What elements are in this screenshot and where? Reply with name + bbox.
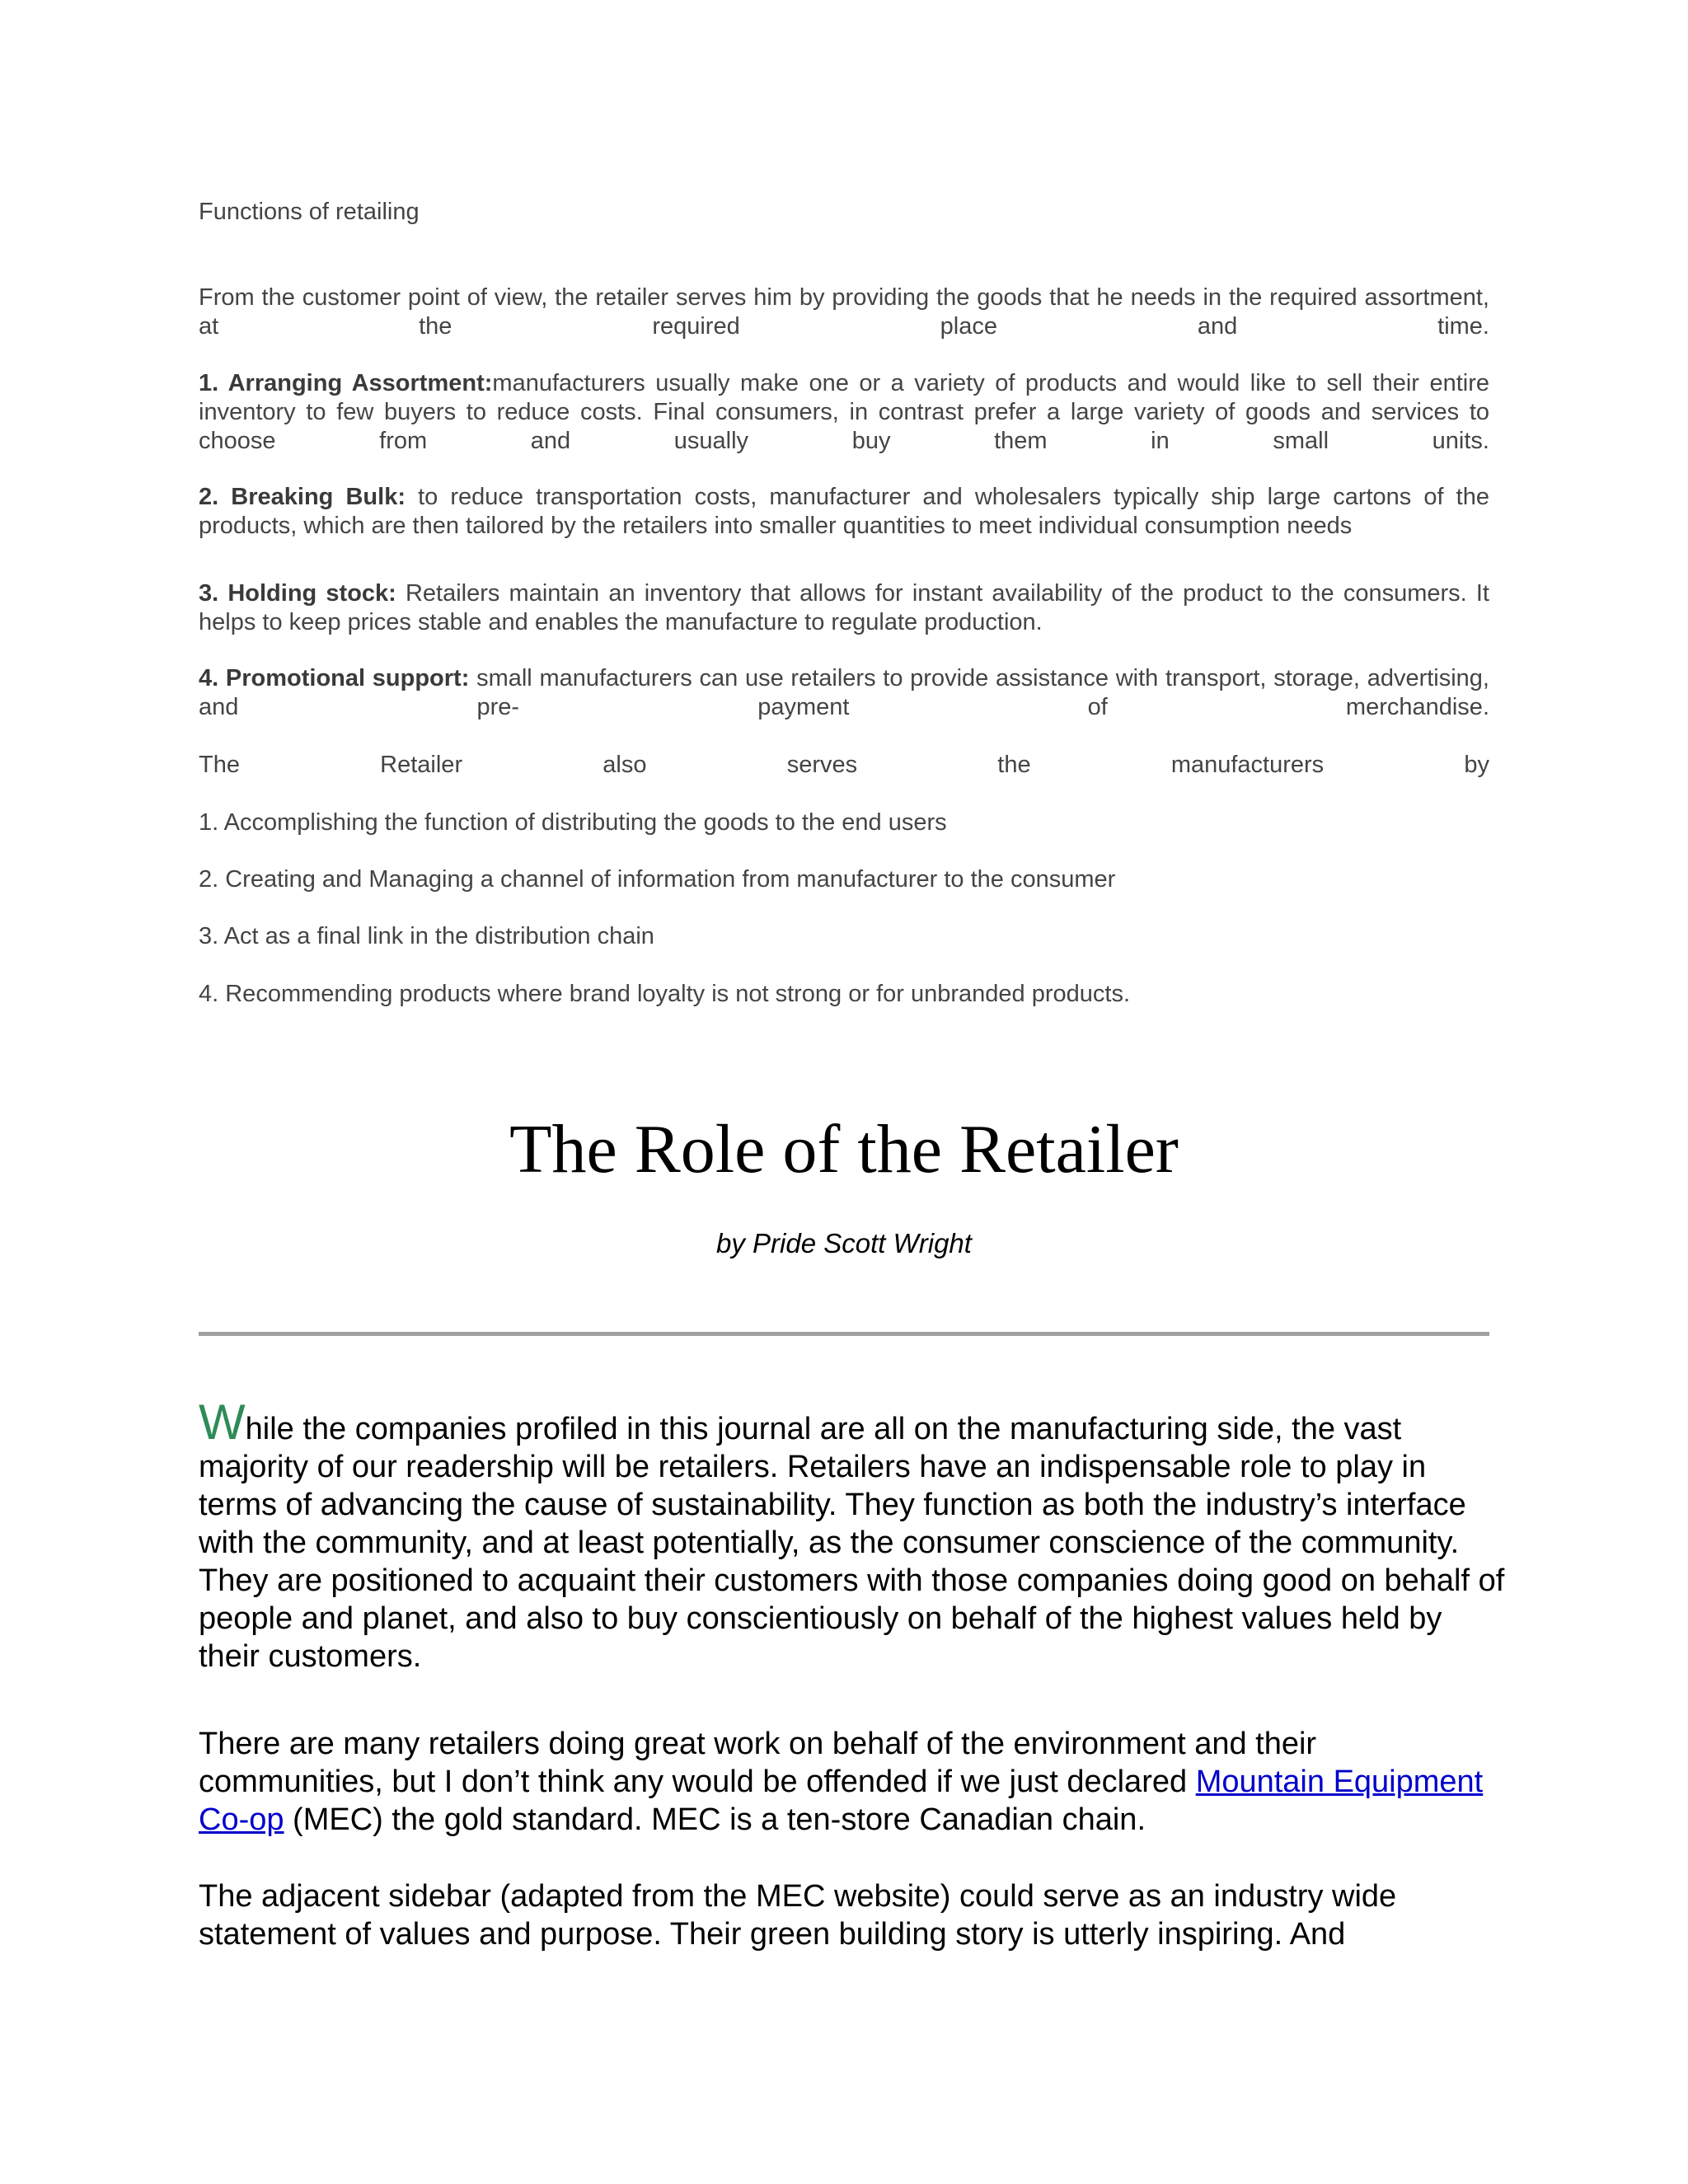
function-label: 1. Arranging Assortment: [199, 370, 493, 396]
intro-paragraph: From the customer point of view, the retailer serves him by providing the goods that he needs in the required assortment, at the required place and time. [199, 284, 1489, 340]
function-text: to reduce transportation costs, manufacturer and wholesalers typically ship large cartons of the products, which are then tailored by the retailers into smaller quantities to meet individual consumption needs [199, 484, 1489, 539]
function-arranging-assortment [199, 369, 1489, 456]
function-text: manufacturers usually make one or a variety of products and would like to sell their entire inventory to few buyers to reduce costs. Final consumers, in contrast prefer a large variety of goods and services to choose from and usually buy them in small units. [199, 370, 1489, 454]
paragraph-text: (MEC) the gold standard. MEC is a ten-store Canadian chain. [284, 1802, 1146, 1837]
drop-cap: W [199, 1394, 246, 1450]
function-label: 3. Holding stock: [199, 580, 396, 607]
manufacturer-point: 4. Recommending products where brand loyalty is not strong or for unbranded products. [199, 981, 1131, 1007]
horizontal-rule [199, 1332, 1489, 1336]
function-text: small manufacturers can use retailers to provide assistance with transport, storage, advertising, and pre- payment of merchandise. [199, 665, 1489, 720]
article-paragraph-2 [199, 1725, 1509, 1839]
article-title: The Role of the Retailer [509, 1111, 1179, 1188]
article-paragraph-3: The adjacent sidebar (adapted from the MEC website) could serve as an industry wide statement of values and purpose. Their green building story is utterly inspiring. And [199, 1879, 1397, 1952]
manufacturers-intro: The Retailer also serves the manufacturers by [199, 752, 1489, 778]
function-text: Retailers maintain an inventory that allows for instant availability of the product to the consumers. It helps to keep prices stable and enables the manufacture to regulate production. [199, 580, 1489, 635]
mec-link[interactable]: Mountain Equipment Co-op [199, 1765, 1484, 1837]
function-promotional-support [199, 664, 1489, 722]
function-label: 2. Breaking Bulk: [199, 484, 406, 510]
article-paragraph-1 [199, 1394, 1509, 1675]
function-holding-stock [199, 579, 1489, 637]
paragraph-text: There are many retailers doing great work on behalf of the environment and their communities, but I don’t think any would be offended if we just declared [199, 1727, 1317, 1799]
function-label: 4. Promotional support: [199, 665, 470, 691]
article-byline: by Pride Scott Wright [716, 1228, 972, 1258]
manufacturer-point: 2. Creating and Managing a channel of information from manufacturer to the consumer [199, 866, 1116, 893]
function-breaking-bulk [199, 483, 1489, 541]
manufacturer-point: 3. Act as a final link in the distribution chain [199, 923, 654, 949]
paragraph-text: hile the companies profiled in this journal are all on the manufacturing side, the vast majority of our readership will be retailers. Retailers have an indispensable role to play in terms of advancing the cause of sustainability. They function as both the industry’s interface with the community, and at least potentially, as the consumer conscience of the community. They are positioned to acquaint their customers with those companies doing good on behalf of people and planet, and also to buy conscientiously on behalf of the highest values held by their customers. [199, 1412, 1505, 1674]
section-heading: Functions of retailing [199, 199, 420, 225]
manufacturer-point: 1. Accomplishing the function of distributing the goods to the end users [199, 809, 947, 836]
